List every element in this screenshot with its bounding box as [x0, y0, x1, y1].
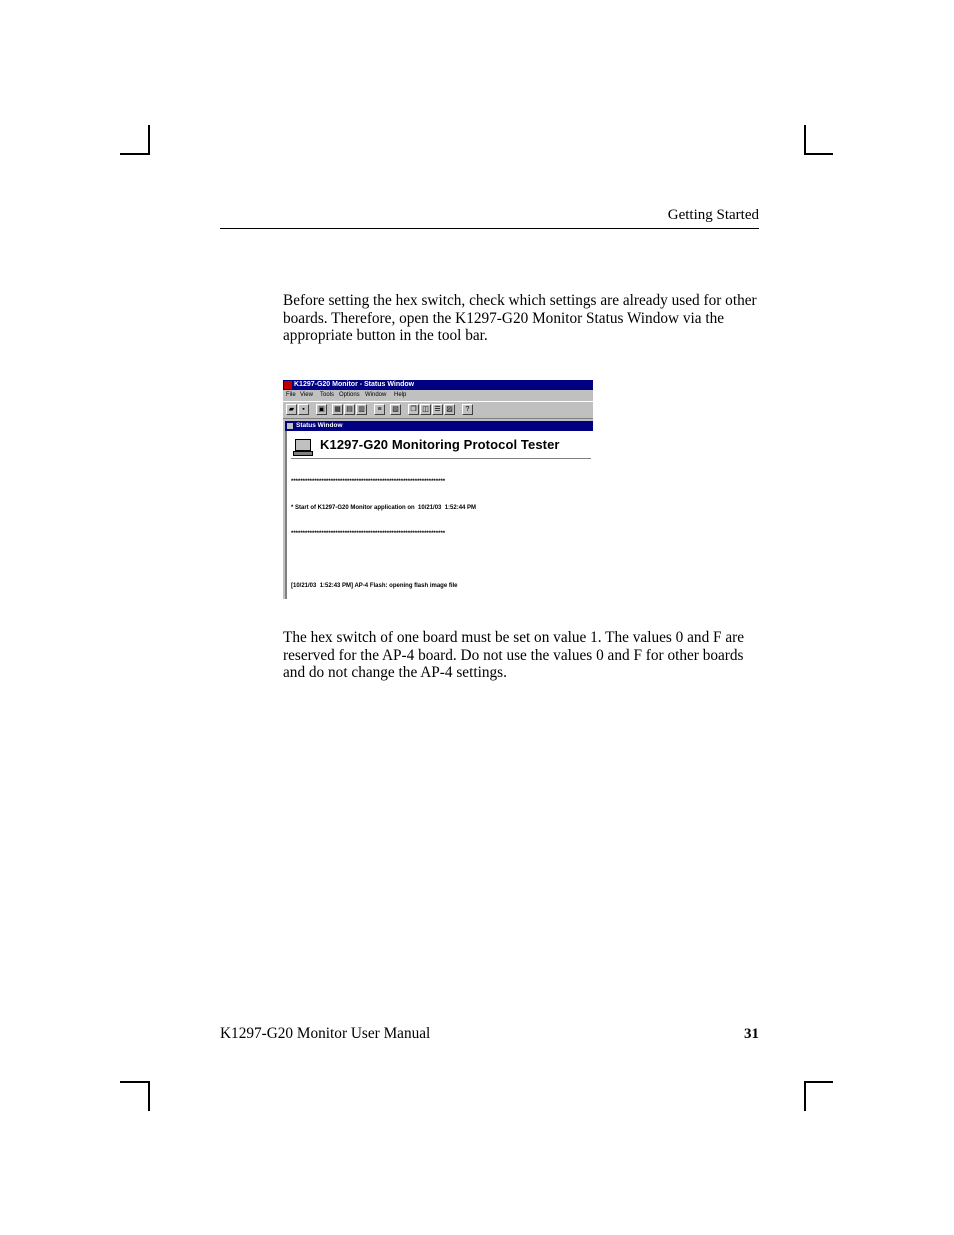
status-window-titlebar — [285, 421, 593, 431]
log-line: ****************************************************************** — [291, 531, 446, 538]
crop-mark-top-right-v — [804, 125, 806, 155]
log-line — [291, 556, 593, 565]
monitor-icon[interactable]: ▣ — [316, 404, 327, 415]
menu-file[interactable]: File — [286, 392, 296, 398]
hex-switch-paragraph: The hex switch of one board must be set on value 1. The values 0 and F are reserved for the AP-4 board. Do not use the values 0 and F for other boards and do not change the AP-4 settings. — [283, 629, 745, 682]
window-icon — [287, 423, 293, 429]
menu-bar — [283, 390, 593, 401]
menu-tools[interactable]: Tools — [320, 392, 335, 398]
log-line: [10/21/03 1:52:43 PM] AP-4 Flash: opening flash image file — [291, 583, 458, 590]
menu-view[interactable]: View — [300, 392, 313, 398]
status-window-title: Status Window — [296, 422, 343, 429]
status-icon[interactable]: ▤ — [344, 404, 355, 415]
crop-mark-bottom-right-v — [804, 1081, 806, 1111]
crop-mark-bottom-left-v — [148, 1081, 150, 1111]
app-heading: K1297-G20 Monitoring Protocol Tester — [320, 437, 560, 452]
open-icon[interactable]: ▰ — [286, 404, 297, 415]
crop-mark-bottom-right-h — [804, 1081, 833, 1083]
main-window-titlebar — [283, 380, 593, 390]
app-icon — [284, 381, 292, 389]
menu-options[interactable]: Options — [339, 392, 360, 398]
running-header: Getting Started — [667, 207, 759, 223]
status-window-client — [285, 431, 593, 599]
tile-icon[interactable]: ◫ — [420, 404, 431, 415]
status-log — [291, 461, 593, 599]
crop-mark-top-left-h — [120, 153, 150, 155]
crop-mark-bottom-left-h — [120, 1081, 150, 1083]
header-rule — [220, 228, 759, 229]
heading-rule — [291, 458, 591, 459]
intro-paragraph: Before setting the hex switch, check which settings are already used for other boards. Therefore, open the K1297-G20 Monitor Status Window via the appropriate button in the tool bar. — [283, 292, 757, 345]
cascade-icon[interactable]: ❐ — [408, 404, 419, 415]
toolbar — [283, 401, 593, 419]
settings-icon[interactable]: ▥ — [356, 404, 367, 415]
properties-icon[interactable]: ▧ — [390, 404, 401, 415]
crop-mark-top-left-v — [148, 125, 150, 155]
help-icon[interactable]: ? — [462, 404, 473, 415]
list-icon[interactable]: ≡ — [374, 404, 385, 415]
save-icon[interactable]: ▪ — [298, 404, 309, 415]
arrange-icon[interactable]: ☰ — [432, 404, 443, 415]
computer-icon — [295, 439, 311, 451]
menu-window[interactable]: Window — [365, 392, 387, 398]
log-line: ****************************************************************** — [291, 479, 446, 486]
window-title: K1297-G20 Monitor - Status Window — [294, 381, 415, 388]
details-icon[interactable]: ▨ — [444, 404, 455, 415]
crop-mark-top-right-h — [804, 153, 833, 155]
log-line: * Start of K1297-G20 Monitor application on 10/21/03 1:52:44 PM — [291, 505, 477, 512]
footer-manual-title: K1297-G20 Monitor User Manual — [220, 1025, 431, 1042]
status-window-screenshot — [283, 380, 593, 599]
menu-help[interactable]: Help — [394, 392, 407, 398]
page-number: 31 — [744, 1026, 759, 1042]
hardware-icon[interactable]: ▦ — [332, 404, 343, 415]
